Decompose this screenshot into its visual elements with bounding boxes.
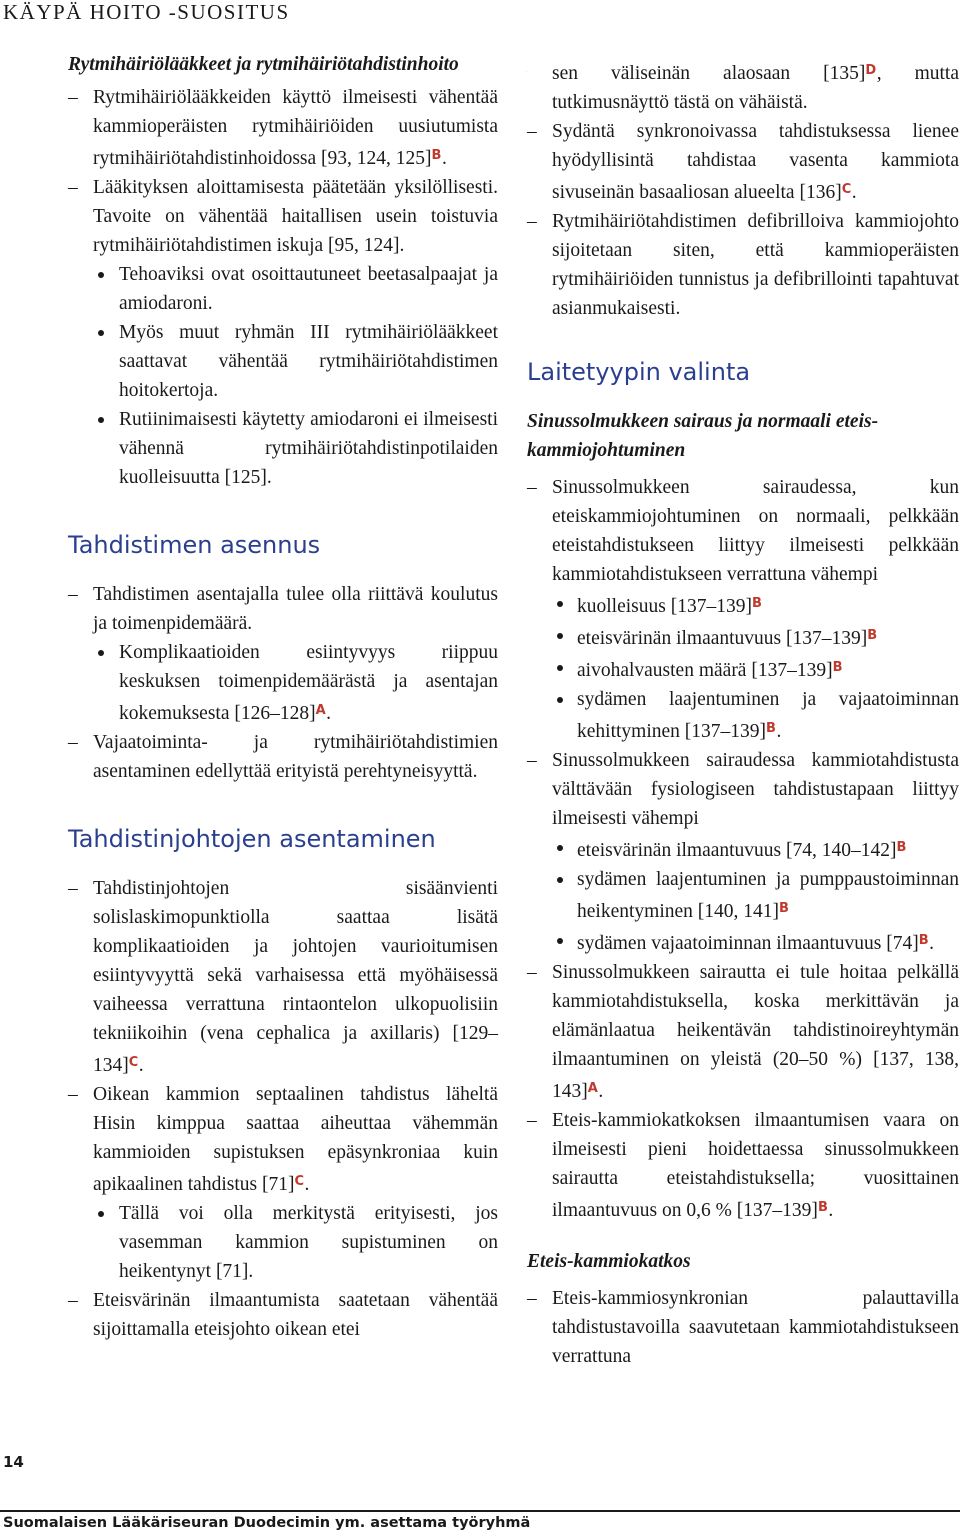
list-item: sydämen vajaatoiminnan ilmaantuvuus [74]$^B$. — [527, 926, 959, 958]
right-list-3 — [527, 1284, 959, 1371]
right-list-2 — [527, 473, 959, 1225]
left-list-3 — [68, 874, 498, 1344]
subheading-antiarrhythmics: Rytmihäiriölääkkeet ja rytmihäiriötahdistinhoito — [68, 54, 459, 75]
evidence-grade: C — [841, 182, 852, 197]
list-item: – Eteis-kammiokatkoksen ilmaantumisen vaara on ilmeisesti pieni hoidettaessa sinussolmukkeen sairautta eteistahdistuksella; vuosittainen ilmaantuvuus on 0,6 % [137–139]$^B$. — [527, 1106, 959, 1225]
evidence-grade: B — [779, 901, 790, 916]
list-item: Tehoaviksi ovat osoittautuneet beetasalpaajat ja amiodaroni. — [68, 260, 498, 318]
subheading-av-block: Eteis-kammiokatkos — [527, 1251, 691, 1272]
list-item: – Sydäntä synkronoivassa tahdistuksessa lienee hyödyllisintä tahdistaa vasenta kammiota sivuseinän basaaliosan alueelta [136]$^C$. — [527, 117, 959, 207]
evidence-grade: D — [865, 63, 877, 78]
list-item: – Sinussolmukkeen sairautta ei tule hoitaa pelkällä kammiotahdistuksella, koska merkittävän ja elämänlaatua heikentävän tahdistinoireyhtymän ilmaantuminen on yleistä (20–50 %) [137, 138, 143]$^A$. — [527, 958, 959, 1106]
list-item: aivohalvausten määrä [137–139]$^B$ — [527, 653, 959, 685]
left-list-1 — [68, 83, 498, 492]
list-item: sydämen laajentuminen ja pumppaustoiminnan heikentyminen [140, 141]$^B$ — [527, 865, 959, 926]
list-item: – Rytmihäiriölääkkeiden käyttö ilmeisesti vähentää kammioperäisten rytmihäiriöiden uusiutumista rytmihäiriötahdistinhoidossa [93, 124, 125]$^B$. — [68, 83, 498, 173]
evidence-grade: C — [294, 1174, 305, 1189]
evidence-grade: B — [431, 148, 442, 163]
evidence-grade: A — [587, 1081, 599, 1096]
document-header: KÄYPÄ HOITO -SUOSITUS — [3, 0, 290, 24]
section-heading-lead-installation: Tahdistinjohtojen asentaminen — [68, 825, 436, 853]
list-item: sydämen laajentuminen ja vajaatoiminnan kehittyminen [137–139]$^B$. — [527, 685, 959, 746]
list-item: – Oikean kammion septaalinen tahdistus läheltä Hisin kimppua saattaa aiheuttaa vähemmän kammioiden supistuksen epäsynkroniaa kuin apikaalinen tahdistus [71]$^C$. — [68, 1080, 498, 1199]
list-item: – Vajaatoiminta- ja rytmihäiriötahdistimien asentaminen edellyttää erityistä perehtyneisyyttä. — [68, 728, 498, 786]
list-item: – Rytmihäiriötahdistimen defibrilloiva kammiojohto sijoitetaan siten, että kammioperäisten rytmihäiriöiden tunnistus ja defibrillointi tapahtuvat asianmukaisesti. — [527, 207, 959, 323]
list-item: – Tahdistimen asentajalla tulee olla riittävä koulutus ja toimenpidemäärä. — [68, 580, 498, 638]
list-item: Komplikaatioiden esiintyvyys riippuu keskuksen toimenpidemäärästä ja asentajan kokemuksesta [126–128]$^A$. — [68, 638, 498, 728]
section-heading-pacemaker-installation: Tahdistimen asennus — [68, 531, 321, 559]
list-item: kuolleisuus [137–139]$^B$ — [527, 589, 959, 621]
evidence-grade: B — [766, 721, 777, 736]
section-heading-device-selection: Laitetyypin valinta — [527, 358, 751, 386]
evidence-grade: B — [751, 596, 763, 611]
list-item: Rutiinimaisesti käytetty amiodaroni ei ilmeisesti vähennä rytmihäiriötahdistinpotilaiden kuolleisuutta [125]. — [68, 405, 498, 492]
footer-text: Suomalaisen Lääkäriseuran Duodecimin ym. asettama työryhmä — [3, 1515, 531, 1531]
list-item: – Eteis-kammiosynkronian palauttavilla tahdistustavoilla saavutetaan kammiotahdistukseen verrattuna — [527, 1284, 959, 1371]
evidence-grade: B — [832, 660, 843, 675]
subheading-sinus-node-disease: Sinussolmukkeen sairaus ja normaali eteiskammiojohtuminen — [527, 411, 879, 461]
evidence-grade: B — [817, 1200, 829, 1215]
list-item: Tällä voi olla merkitystä erityisesti, jos vasemman kammion supistuminen on heikentynyt [71]. — [68, 1199, 498, 1286]
list-item: eteisvärinän ilmaantuvuus [74, 140–142]$^B$ — [527, 833, 959, 865]
right-list-1 — [527, 56, 959, 323]
left-column — [68, 50, 498, 1344]
list-item: eteisvärinän ilmaantuvuus [137–139]$^B$ — [527, 621, 959, 653]
right-column — [527, 56, 959, 1371]
evidence-grade: A — [315, 703, 327, 718]
evidence-grade: B — [896, 840, 907, 855]
evidence-grade: B — [918, 933, 930, 948]
evidence-grade: B — [867, 628, 878, 643]
list-item: – Sinussolmukkeen sairaudessa kammiotahdistusta välttävään fysiologiseen tahdistustapaan liittyy ilmeisesti vähempi — [527, 746, 959, 833]
list-item: – Lääkityksen aloittamisesta päätetään yksilöllisesti. Tavoite on vähentää haitallisen usein toistuvia rytmihäiriötahdistimen iskuja [95, 124]. — [68, 173, 498, 260]
list-item: – Eteisvärinän ilmaantumista saatetaan vähentää sijoittamalla eteisjohto oikean etei — [68, 1286, 498, 1344]
left-list-2 — [68, 580, 498, 786]
list-item-continuation: – sen väliseinän alaosaan [135]$^D$, mutta tutkimusnäyttö tästä on vähäistä. — [527, 56, 959, 117]
list-item: – Tahdistinjohtojen sisäänvienti solislaskimopunktiolla saattaa lisätä komplikaatioiden ja johtojen vaurioitumisen esiintyvyyttä sekä varhaisessa että myöhäisessä vaiheessa verrattuna rintaontelon ulkopuolisiin tekniikoihin (vena cephalica ja axillaris) [129–134]$^C$. — [68, 874, 498, 1080]
page-number: 14 — [3, 1453, 24, 1471]
list-item: – Sinussolmukkeen sairaudessa, kun eteiskammiojohtuminen on normaali, pelkkään eteistahdistukseen liittyy ilmeisesti pelkkään kammiotahdistukseen verrattuna vähempi — [527, 473, 959, 589]
list-item: Myös muut ryhmän III rytmihäiriölääkkeet saattavat vähentää rytmihäiriötahdistimen hoitokertoja. — [68, 318, 498, 405]
footer-divider — [0, 1510, 960, 1512]
evidence-grade: C — [128, 1055, 139, 1070]
